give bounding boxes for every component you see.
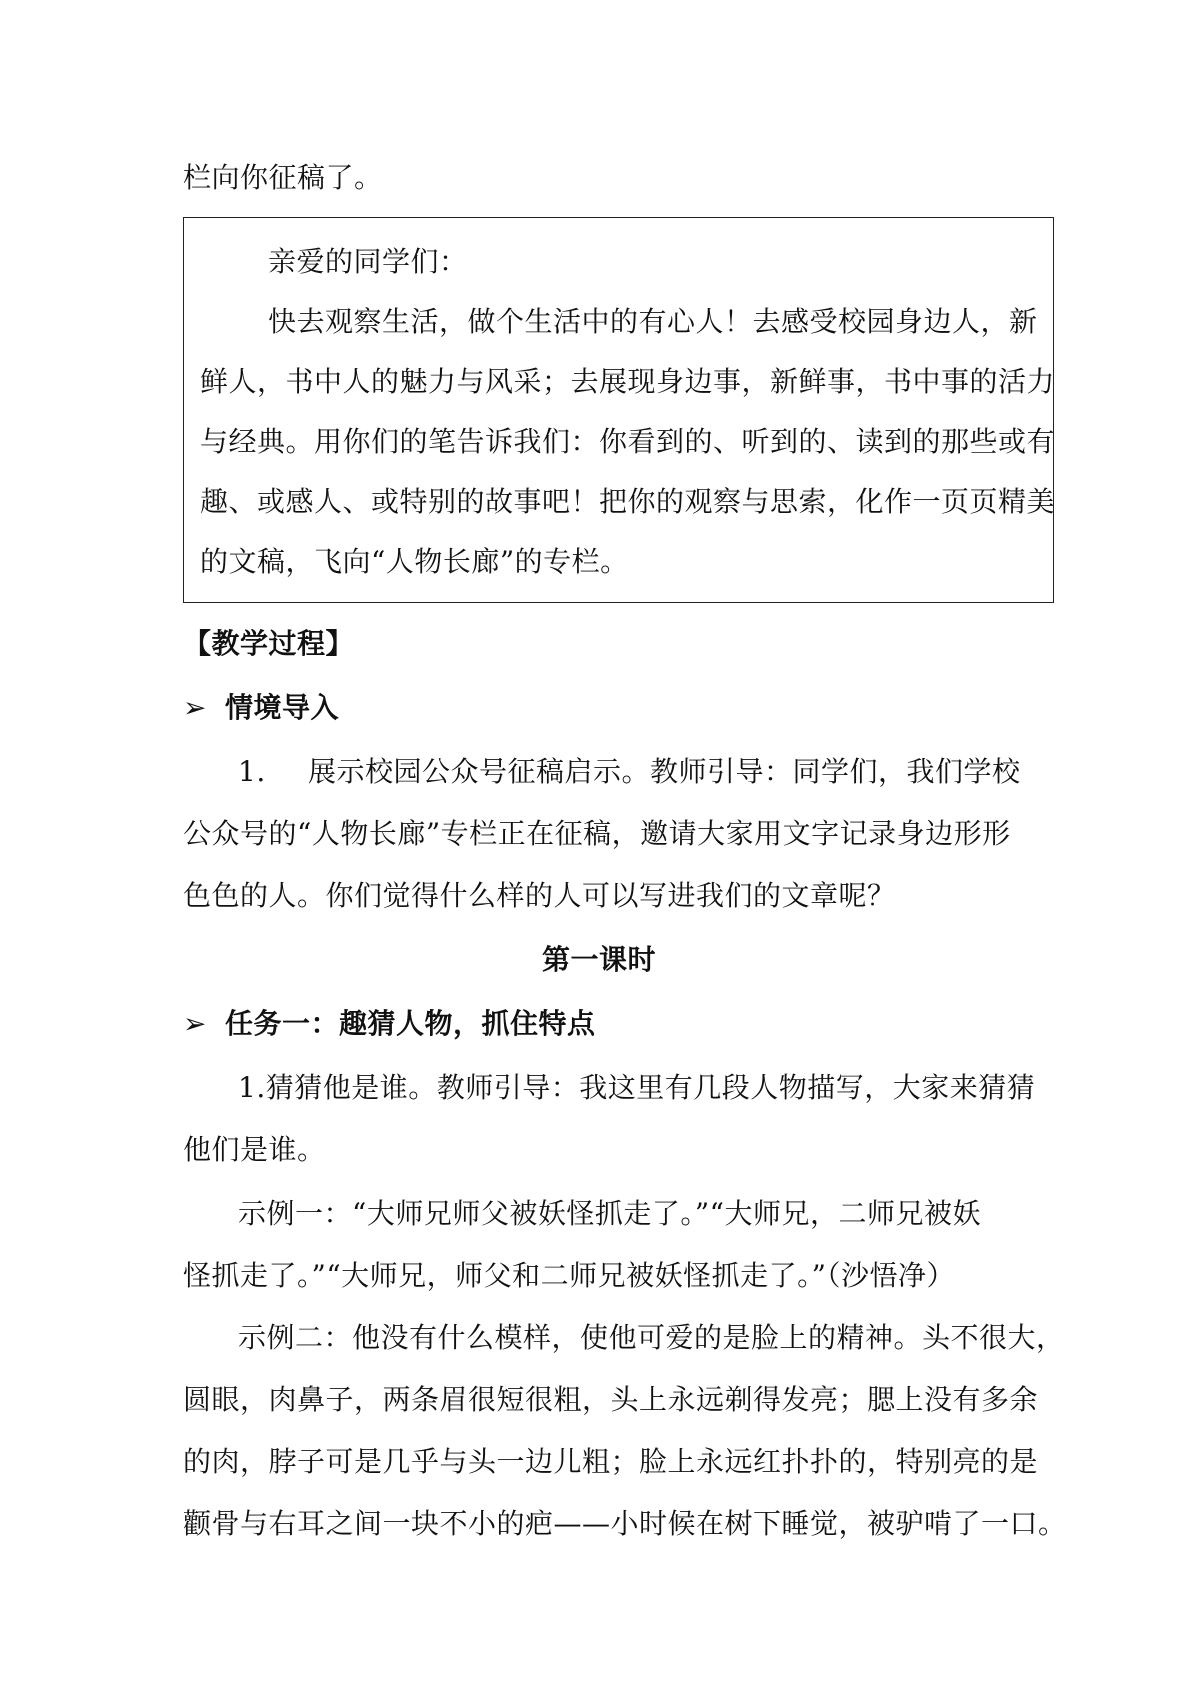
arrow-bullet-icon: ➢	[183, 1007, 207, 1040]
guess-line: 1.猜猜他是谁。教师引导：我这里有几段人物描写，大家来猜猜	[238, 1071, 1036, 1104]
example2-line: 圆眼，肉鼻子，两条眉很短很粗，头上永远剃得发亮；腮上没有多余	[183, 1383, 1039, 1416]
scene-heading	[183, 688, 339, 728]
intro-tail: 栏向你征稿了。	[183, 161, 383, 194]
guess-line: 他们是谁。	[183, 1133, 326, 1166]
step1-number: 1.	[238, 755, 266, 788]
task1-heading-text: 任务一：趣猜人物，抓住特点	[225, 1007, 596, 1040]
example2-line: 示例二：他没有什么模样，使他可爱的是脸上的精神。头不很大，	[238, 1321, 1065, 1354]
notice-line: 与经典。用你们的笔告诉我们：你看到的、听到的、读到的那些或有	[200, 425, 1056, 458]
section-title: 【教学过程】	[183, 627, 355, 660]
notice-greeting: 亲爱的同学们：	[268, 245, 468, 278]
step1-text: 展示校园公众号征稿启示。教师引导：同学们，我们学校	[308, 755, 1021, 788]
example2-line: 的肉，脖子可是几乎与头一边儿粗；脸上永远红扑扑的，特别亮的是	[183, 1445, 1039, 1478]
example1-line: 示例一：“大师兄师父被妖怪抓走了。”“大师兄，二师兄被妖	[238, 1197, 981, 1230]
notice-line: 鲜人，书中人的魅力与风采；去展现身边事，新鲜事，书中事的活力	[200, 365, 1056, 398]
step1-line	[238, 752, 1021, 792]
step1-line: 公众号的“人物长廊”专栏正在征稿，邀请大家用文字记录身边形形	[183, 817, 1011, 850]
arrow-bullet-icon: ➢	[183, 691, 207, 724]
example2-line: 颧骨与右耳之间一块不小的疤——小时候在树下睡觉，被驴啃了一口。	[183, 1507, 1067, 1540]
step1-line: 色色的人。你们觉得什么样的人可以写进我们的文章呢？	[183, 879, 896, 912]
scene-heading-text: 情境导入	[225, 691, 340, 724]
lesson-title: 第一课时	[542, 943, 657, 976]
notice-line: 的文稿，飞向“人物长廊”的专栏。	[200, 545, 629, 578]
notice-line: 快去观察生活，做个生活中的有心人！去感受校园身边人，新	[268, 305, 1038, 338]
example1-line: 怪抓走了。”“大师兄，师父和二师兄被妖怪抓走了。”（沙悟净）	[183, 1259, 955, 1292]
task1-heading	[183, 1004, 596, 1044]
notice-line: 趣、或感人、或特别的故事吧！把你的观察与思索，化作一页页精美	[200, 485, 1056, 518]
